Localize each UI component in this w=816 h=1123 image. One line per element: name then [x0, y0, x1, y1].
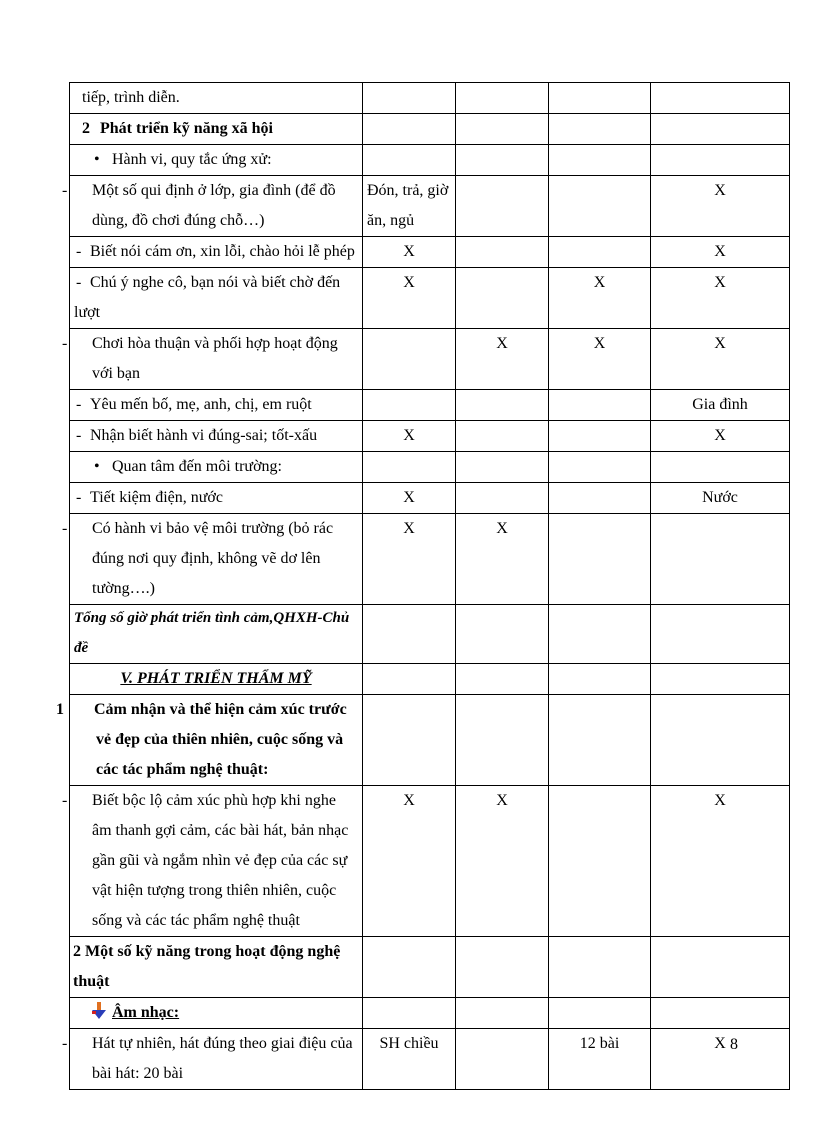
subsection-heading: • Hành vi, quy tắc ứng xử:	[70, 145, 363, 176]
section-heading: 1 Cảm nhận và thể hiện cảm xúc trước vẻ đẹp của thiên nhiên, cuộc sống và các tác phẩm nghệ thuật:	[70, 695, 363, 786]
section-heading: 2 Một số kỹ năng trong hoạt động nghệ thuật	[70, 937, 363, 998]
cell-col4: X	[651, 237, 790, 268]
activity-cell: - Biết nói cám ơn, xin lỗi, chào hỏi lễ phép	[70, 237, 363, 268]
section-heading: 2 Phát triển kỹ năng xã hội	[70, 114, 363, 145]
table-row	[70, 483, 790, 514]
cell-col4: X	[651, 268, 790, 329]
cell-col2: X	[456, 514, 549, 605]
table-row	[70, 937, 790, 998]
table-row	[70, 514, 790, 605]
cell-col1: X	[363, 421, 456, 452]
cell-col1: Đón, trả, giờ ăn, ngủ	[363, 176, 456, 237]
cell-col3: 12 bài	[549, 1029, 651, 1090]
table-row	[70, 329, 790, 390]
table-row	[70, 83, 790, 114]
table-row	[70, 664, 790, 695]
activity-cell: tiếp, trình diễn.	[70, 83, 363, 114]
table-row	[70, 114, 790, 145]
cell-col4: X	[651, 1029, 790, 1090]
table-row	[70, 390, 790, 421]
subsection-heading: • Quan tâm đến môi trường:	[70, 452, 363, 483]
cell-col1: SH chiều	[363, 1029, 456, 1090]
table-row	[70, 176, 790, 237]
cell-col4: X	[651, 176, 790, 237]
cell-col1: X	[363, 483, 456, 514]
table-row	[70, 268, 790, 329]
cell-col1: X	[363, 786, 456, 937]
table-row	[70, 695, 790, 786]
section-title: V. PHÁT TRIỂN THẨM MỸ	[70, 664, 363, 695]
cell-col3: X	[549, 329, 651, 390]
subsection-heading: Âm nhạc:	[70, 998, 363, 1029]
table-row	[70, 237, 790, 268]
cell-col4: X	[651, 329, 790, 390]
cell-col4: Nước	[651, 483, 790, 514]
table-row	[70, 145, 790, 176]
cell-col3: X	[549, 268, 651, 329]
cell-col1: X	[363, 237, 456, 268]
cell-col4: Gia đình	[651, 390, 790, 421]
curriculum-table	[56, 82, 790, 1090]
activity-cell: - Hát tự nhiên, hát đúng theo giai điệu của bài hát: 20 bài	[70, 1029, 363, 1090]
activity-cell: - Chú ý nghe cô, bạn nói và biết chờ đến lượt	[70, 268, 363, 329]
table-row	[70, 421, 790, 452]
cell-col4: X	[651, 421, 790, 452]
cell-col4: X	[651, 786, 790, 937]
table-row	[70, 452, 790, 483]
cell-col2: X	[456, 329, 549, 390]
total-hours-label: Tổng số giờ phát triển tình cảm,QHXH-Chủ đề	[70, 605, 363, 664]
cell-col1: X	[363, 268, 456, 329]
activity-cell: - Yêu mến bố, mẹ, anh, chị, em ruột	[70, 390, 363, 421]
table-row	[70, 1029, 790, 1090]
cell-col1: X	[363, 514, 456, 605]
activity-cell: - Biết bộc lộ cảm xúc phù hợp khi nghe âm thanh gợi cảm, các bài hát, bản nhạc gần gũi và ngắm nhìn vẻ đẹp của các sự vật hiện tượng trong thiên nhiên, cuộc sống và các tác phẩm nghệ thuật	[70, 786, 363, 937]
activity-cell: - Một số qui định ở lớp, gia đình (để đồ dùng, đồ chơi đúng chỗ…)	[70, 176, 363, 237]
table-row	[70, 786, 790, 937]
activity-cell: - Có hành vi bảo vệ môi trường (bỏ rác đúng nơi quy định, không vẽ dơ lên tường….)	[70, 514, 363, 605]
page-number: 8	[730, 1036, 738, 1053]
activity-cell: - Tiết kiệm điện, nước	[70, 483, 363, 514]
activity-cell: - Nhận biết hành vi đúng-sai; tốt-xấu	[70, 421, 363, 452]
table-row	[70, 998, 790, 1029]
arrow-down-icon	[92, 1002, 106, 1020]
activity-cell: - Chơi hòa thuận và phối hợp hoạt động với bạn	[70, 329, 363, 390]
table-row	[70, 605, 790, 664]
cell-col2: X	[456, 786, 549, 937]
